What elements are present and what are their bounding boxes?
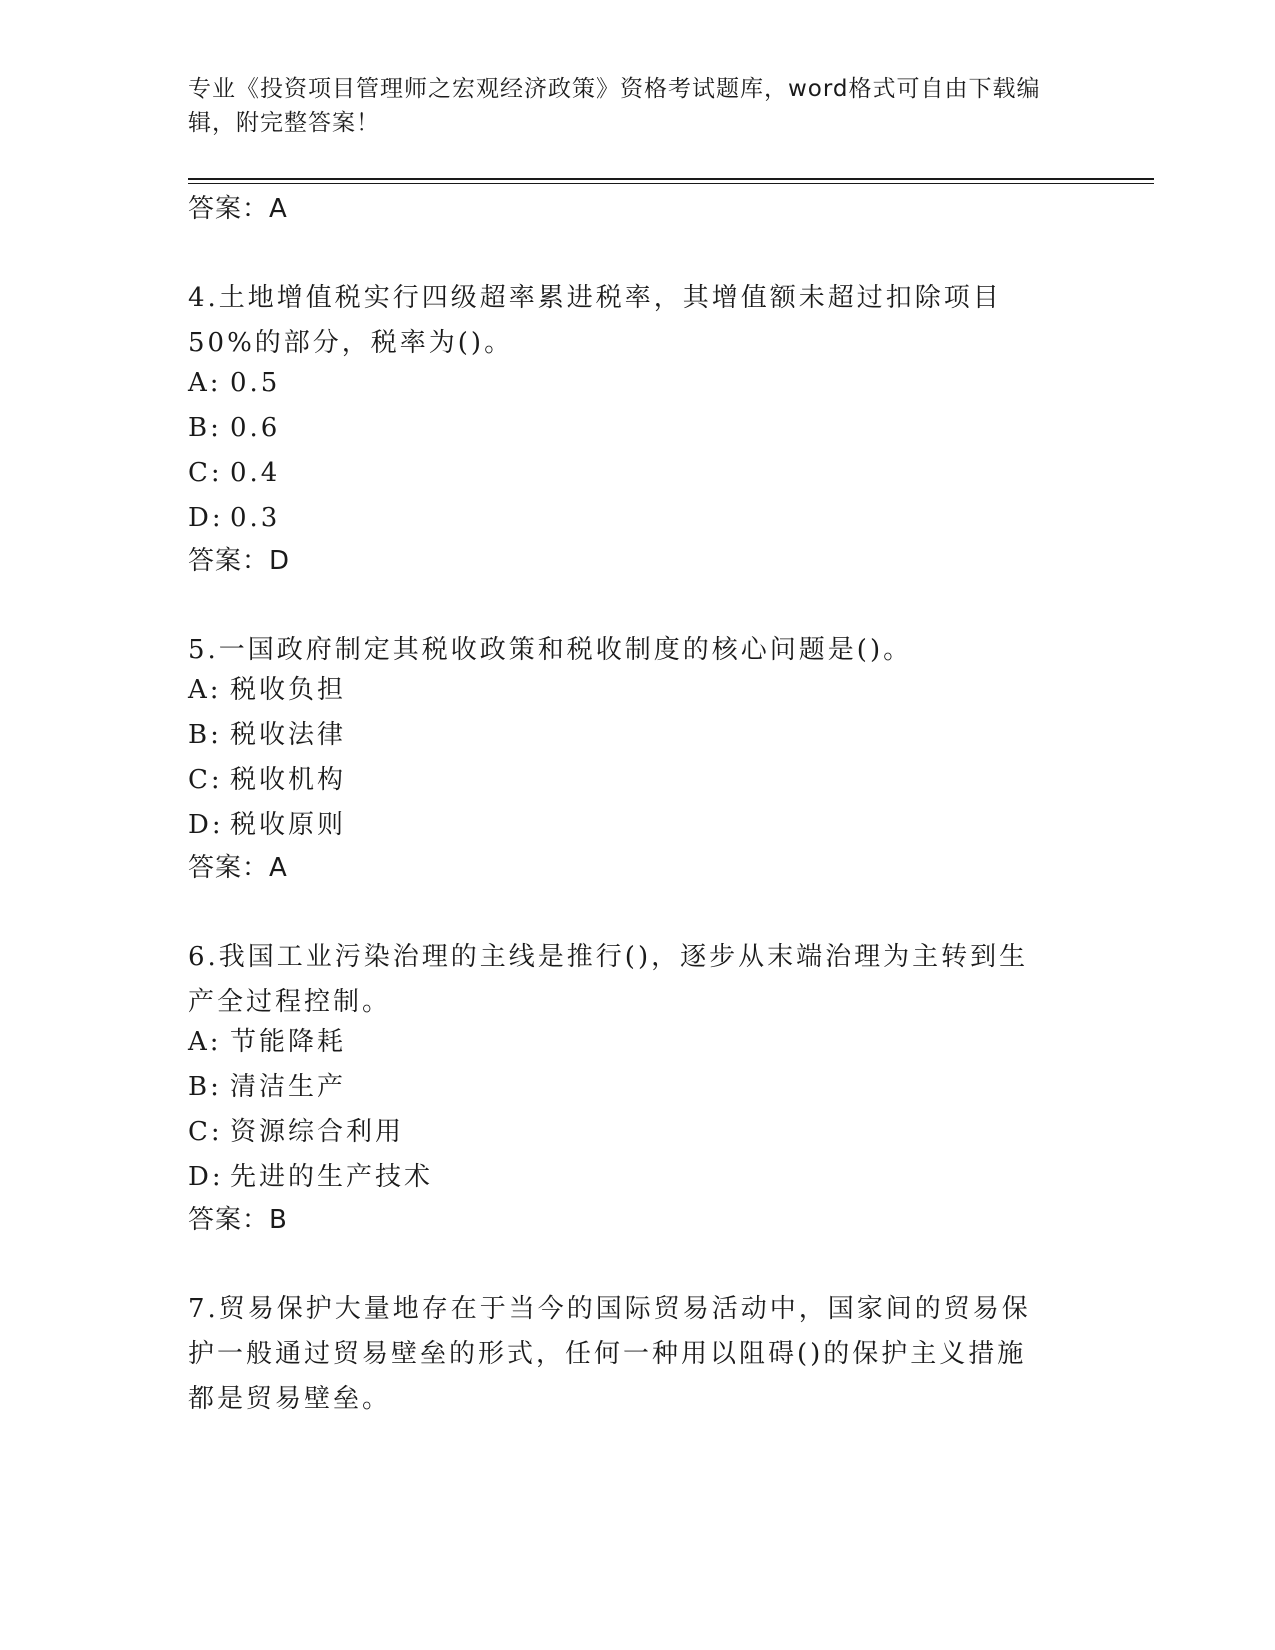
option-d <box>188 808 1088 842</box>
option-letter: D: <box>188 810 224 840</box>
option-d <box>188 501 1088 535</box>
option-text: 节能降耗 <box>230 1027 347 1057</box>
option-letter: D: <box>188 503 224 533</box>
question-text: 4.土地增值税实行四级超率累进税率，其增值额未超过扣除项目50%的部分，税率为()。 <box>188 283 1002 358</box>
question-item <box>188 1287 1088 1422</box>
option-text: 税收原则 <box>230 810 347 840</box>
question-item <box>188 628 1088 885</box>
option-letter: A: <box>188 1027 222 1057</box>
question-text: 5.一国政府制定其税收政策和税收制度的核心问题是()。 <box>188 635 913 665</box>
option-text: 0.5 <box>230 368 281 398</box>
option-letter: C: <box>188 458 223 488</box>
question-item <box>188 276 1088 578</box>
question-list <box>188 192 1088 1422</box>
option-letter: B: <box>188 413 222 443</box>
option-text: 0.3 <box>230 503 281 533</box>
option-c <box>188 1115 1088 1149</box>
option-letter: B: <box>188 720 222 750</box>
question-item <box>188 935 1088 1237</box>
header-divider <box>188 178 1154 180</box>
answer-line: 答案：A <box>188 853 288 883</box>
header-divider-thin <box>188 183 1154 184</box>
question-text: 6.我国工业污染治理的主线是推行()，逐步从末端治理为主转到生产全过程控制。 <box>188 942 1029 1017</box>
option-text: 税收机构 <box>230 765 347 795</box>
option-text: 税收负担 <box>230 675 347 705</box>
option-text: 先进的生产技术 <box>230 1162 434 1192</box>
option-b <box>188 718 1088 752</box>
option-text: 0.4 <box>230 458 281 488</box>
option-letter: B: <box>188 1072 222 1102</box>
answer-line: 答案：D <box>188 546 291 576</box>
option-text: 清洁生产 <box>230 1072 347 1102</box>
option-text: 资源综合利用 <box>230 1117 405 1147</box>
option-letter: A: <box>188 368 222 398</box>
option-letter: C: <box>188 1117 223 1147</box>
option-c <box>188 763 1088 797</box>
option-a <box>188 673 1088 707</box>
option-letter: D: <box>188 1162 224 1192</box>
document-header: 专业《投资项目管理师之宏观经济政策》资格考试题库，word格式可自由下载编辑，附完整答案！ <box>188 76 1041 136</box>
option-b <box>188 1070 1088 1104</box>
option-letter: C: <box>188 765 223 795</box>
option-c <box>188 456 1088 490</box>
question-text: 7.贸易保护大量地存在于当今的国际贸易活动中，国家间的贸易保护一般通过贸易壁垒的形式，任何一种用以阻碍()的保护主义措施都是贸易壁垒。 <box>188 1294 1031 1414</box>
answer-line: 答案：A <box>188 194 288 224</box>
option-b <box>188 411 1088 445</box>
option-a <box>188 366 1088 400</box>
answer-line: 答案：B <box>188 1205 288 1235</box>
option-text: 税收法律 <box>230 720 347 750</box>
option-text: 0.6 <box>230 413 281 443</box>
option-letter: A: <box>188 675 222 705</box>
option-d <box>188 1160 1088 1194</box>
option-a <box>188 1025 1088 1059</box>
